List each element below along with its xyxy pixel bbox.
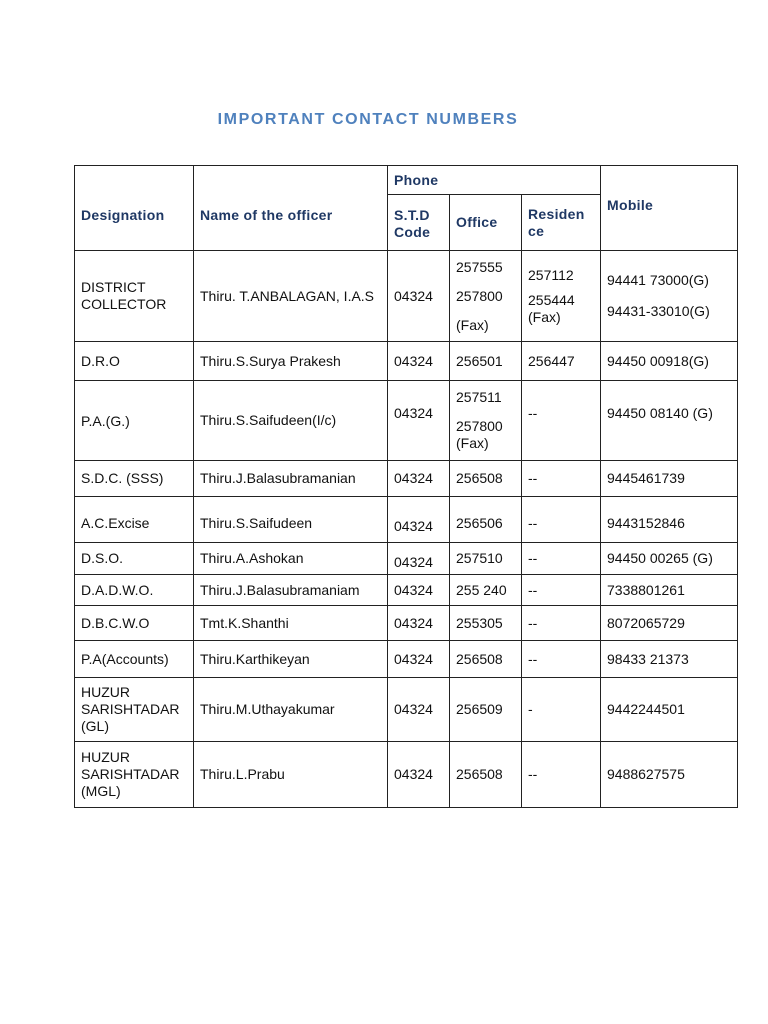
cell-residence: --: [522, 641, 601, 678]
cell-name: Thiru.S.Surya Prakesh: [194, 342, 388, 381]
cell-residence: --: [522, 575, 601, 606]
cell-office: 256509: [450, 678, 522, 742]
cell-designation: [75, 251, 194, 342]
cell-residence: --: [522, 543, 601, 575]
cell-residence: --: [522, 381, 601, 461]
cell-office: 257510: [450, 543, 522, 575]
cell-office: 256508: [450, 461, 522, 497]
office-number: 257800 (Fax): [456, 418, 503, 451]
header-designation: Designation: [75, 166, 194, 251]
cell-mobile: [601, 251, 738, 342]
office-number: 257555: [456, 258, 503, 275]
designation-line: (MGL): [81, 783, 121, 799]
cell-residence: -: [522, 678, 601, 742]
designation-line: COLLECTOR: [81, 296, 167, 312]
header-phone-label: Phone: [394, 172, 439, 188]
table-row: [75, 342, 738, 381]
cell-mobile: 9443152846: [601, 497, 738, 543]
cell-std: 04324: [388, 461, 450, 497]
cell-designation: D.S.O.: [75, 543, 194, 575]
cell-designation: A.C.Excise: [75, 497, 194, 543]
office-number: (Fax): [456, 316, 489, 333]
designation-line: SARISHTADAR: [81, 766, 180, 782]
cell-residence: --: [522, 461, 601, 497]
cell-office: [450, 251, 522, 342]
header-name: Name of the officer: [194, 166, 388, 251]
cell-mobile: 9488627575: [601, 742, 738, 808]
cell-office: 255 240: [450, 575, 522, 606]
table-row: [75, 497, 738, 543]
cell-name: Tmt.K.Shanthi: [194, 606, 388, 641]
designation-line: DISTRICT: [81, 279, 146, 295]
cell-std: 04324: [388, 543, 450, 575]
cell-designation: D.A.D.W.O.: [75, 575, 194, 606]
page-title: IMPORTANT CONTACT NUMBERS: [217, 111, 519, 128]
cell-residence: [522, 251, 601, 342]
cell-residence: --: [522, 497, 601, 543]
cell-mobile: 8072065729: [601, 606, 738, 641]
cell-name: Thiru.L.Prabu: [194, 742, 388, 808]
cell-name: Thiru.Karthikeyan: [194, 641, 388, 678]
cell-office: 256508: [450, 742, 522, 808]
cell-designation: S.D.C. (SSS): [75, 461, 194, 497]
table-row: [75, 543, 738, 575]
cell-office: 256506: [450, 497, 522, 543]
table-row: [75, 606, 738, 641]
cell-std: 04324: [388, 641, 450, 678]
cell-mobile: 98433 21373: [601, 641, 738, 678]
cell-designation: D.R.O: [75, 342, 194, 381]
cell-std: 04324: [388, 381, 450, 461]
table-row: [75, 641, 738, 678]
cell-name: Thiru.S.Saifudeen: [194, 497, 388, 543]
cell-designation: D.B.C.W.O: [75, 606, 194, 641]
mobile-number: 94441 73000(G): [607, 272, 709, 288]
cell-std: 04324: [388, 497, 450, 543]
cell-designation: [75, 742, 194, 808]
cell-name: Thiru.M.Uthayakumar: [194, 678, 388, 742]
table-row: [75, 251, 738, 342]
cell-residence: --: [522, 606, 601, 641]
header-mobile: Mobile: [601, 166, 738, 251]
cell-name: Thiru.S.Saifudeen(I/c): [194, 381, 388, 461]
mobile-number: 94431-33010(G): [607, 303, 710, 319]
designation-line: HUZUR: [81, 749, 130, 765]
header-row-top: [75, 166, 738, 195]
cell-designation: P.A.(G.): [75, 381, 194, 461]
cell-residence: 256447: [522, 342, 601, 381]
table-row: [75, 678, 738, 742]
cell-std: 04324: [388, 742, 450, 808]
table-row: [75, 742, 738, 808]
cell-designation: [75, 678, 194, 742]
table-row: [75, 461, 738, 497]
office-number: 257511: [456, 389, 502, 405]
cell-name: Thiru.J.Balasubramaniam: [194, 575, 388, 606]
cell-name: Thiru. T.ANBALAGAN, I.A.S: [194, 251, 388, 342]
cell-std: 04324: [388, 606, 450, 641]
cell-mobile: 9445461739: [601, 461, 738, 497]
cell-office: 255305: [450, 606, 522, 641]
cell-std: 04324: [388, 251, 450, 342]
cell-residence: --: [522, 742, 601, 808]
header-office: Office: [450, 195, 522, 251]
cell-mobile: 9442244501: [601, 678, 738, 742]
cell-office: 256501: [450, 342, 522, 381]
contact-table: [74, 165, 738, 808]
cell-mobile: 94450 08140 (G): [601, 381, 738, 461]
designation-line: (GL): [81, 718, 109, 734]
cell-mobile: 94450 00918(G): [601, 342, 738, 381]
header-std-code: S.T.D Code: [388, 195, 450, 251]
cell-mobile: 7338801261: [601, 575, 738, 606]
designation-line: HUZUR: [81, 684, 130, 700]
header-phone: [388, 166, 601, 195]
cell-std: 04324: [388, 678, 450, 742]
cell-mobile: 94450 00265 (G): [601, 543, 738, 575]
residence-number: 257112: [528, 266, 574, 283]
table-row: [75, 575, 738, 606]
residence-number: 255444 (Fax): [528, 291, 575, 325]
cell-std: 04324: [388, 575, 450, 606]
cell-std: 04324: [388, 342, 450, 381]
cell-designation: P.A(Accounts): [75, 641, 194, 678]
cell-office: [450, 381, 522, 461]
cell-name: Thiru.J.Balasubramanian: [194, 461, 388, 497]
header-residence: Residen ce: [522, 195, 601, 251]
table-row: [75, 381, 738, 461]
cell-office: 256508: [450, 641, 522, 678]
office-number: 257800: [456, 287, 503, 304]
designation-line: SARISHTADAR: [81, 701, 180, 717]
cell-name: Thiru.A.Ashokan: [194, 543, 388, 575]
